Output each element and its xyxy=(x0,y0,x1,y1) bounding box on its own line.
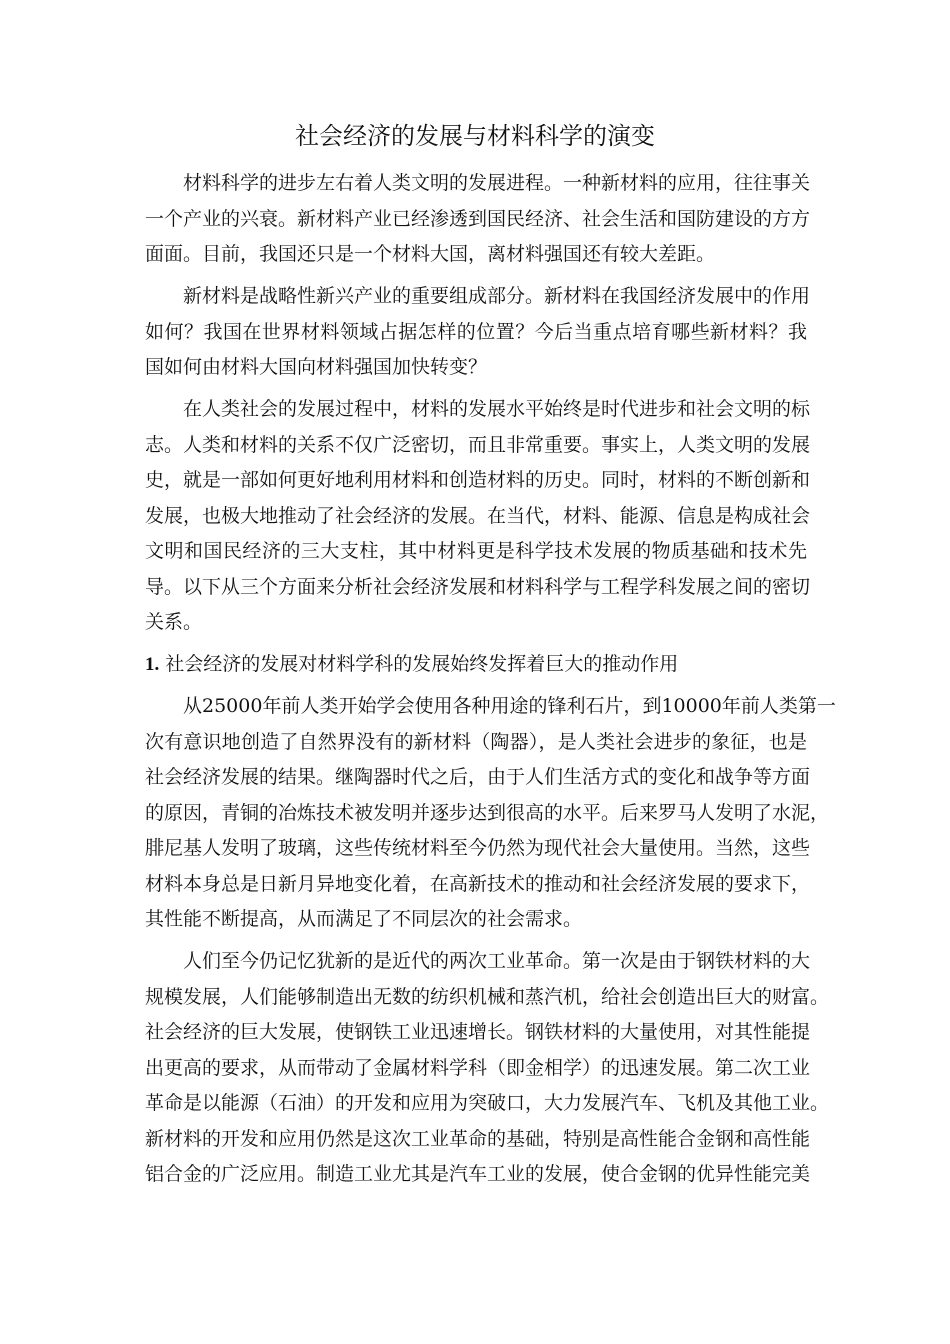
paragraph xyxy=(145,689,836,938)
paragraph xyxy=(145,166,811,273)
section-heading-text: 社会经济的发展对材料学科的发展始终发挥着巨大的推动作用 xyxy=(165,653,679,675)
text-line: 国如何由材料大国向材料强国加快转变？ xyxy=(145,356,488,378)
text-line: 的原因，青铜的冶炼技术被发明并逐步达到很高的水平。后来罗马人发明了水泥， xyxy=(145,801,830,824)
paragraph xyxy=(145,392,811,641)
text-line: 志。人类和材料的关系不仅广泛密切，而且非常重要。事实上，人类文明的发展 xyxy=(145,433,811,456)
text-line: 出更高的要求，从而带动了金属材料学科（即金相学）的迅速发展。第二次工业 xyxy=(145,1056,811,1079)
section-number: 1. xyxy=(145,654,160,675)
text-line: 新材料是战略性新兴产业的重要组成部分。新材料在我国经济发展中的作用 xyxy=(183,285,811,307)
text-line: 文明和国民经济的三大支柱，其中材料更是科学技术发展的物质基础和技术先 xyxy=(145,540,807,562)
text-line: 一个产业的兴衰。新材料产业已经渗透到国民经济、社会生活和国防建设的方方 xyxy=(145,207,811,230)
paragraph xyxy=(145,944,830,1193)
text-line: 新材料的开发和应用仍然是这次工业革命的基础，特别是高性能合金钢和高性能 xyxy=(145,1127,811,1150)
text-line: 次有意识地创造了自然界没有的新材料（陶器），是人类社会进步的象征，也是 xyxy=(145,730,807,753)
text-line: 铝合金的广泛应用。制造工业尤其是汽车工业的发展，使合金钢的优异性能完美 xyxy=(145,1163,811,1185)
text-line: 从25000年前人类开始学会使用各种用途的锋利石片，到10000年前人类第一 xyxy=(183,695,836,717)
text-line: 腓尼基人发明了玻璃，这些传统材料至今仍然为现代社会大量使用。当然，这些 xyxy=(145,837,811,859)
text-line: 史，就是一部如何更好地利用材料和创造材料的历史。同时，材料的不断创新和 xyxy=(145,469,811,491)
text-line: 关系。 xyxy=(145,611,203,633)
text-line: 社会经济的巨大发展，使钢铁工业迅速增长。钢铁材料的大量使用，对其性能提 xyxy=(145,1021,811,1043)
text-line: 规模发展，人们能够制造出无数的纺织机械和蒸汽机，给社会创造出巨大的财富。 xyxy=(145,985,830,1008)
text-line: 面面。目前，我国还只是一个材料大国，离材料强国还有较大差距。 xyxy=(145,243,716,265)
section-paragraphs xyxy=(145,689,836,1193)
paragraph xyxy=(145,279,811,386)
section-heading xyxy=(145,647,807,683)
text-line: 在人类社会的发展过程中，材料的发展水平始终是时代进步和社会文明的标 xyxy=(183,398,811,420)
text-line: 其性能不断提高，从而满足了不同层次的社会需求。 xyxy=(145,908,583,930)
text-line: 如何？我国在世界材料领域占据怎样的位置？今后当重点培育哪些新材料？我 xyxy=(145,320,807,343)
document-title: 社会经济的发展与材料科学的演变 xyxy=(295,122,655,150)
text-line: 材料科学的进步左右着人类文明的发展进程。一种新材料的应用，往往事关 xyxy=(183,172,811,194)
intro-paragraphs xyxy=(145,166,811,641)
text-line: 发展，也极大地推动了社会经济的发展。在当代，材料、能源、信息是构成社会 xyxy=(145,504,811,527)
text-line: 革命是以能源（石油）的开发和应用为突破口，大力发展汽车、飞机及其他工业。 xyxy=(145,1092,830,1114)
text-line: 导。以下从三个方面来分析社会经济发展和材料科学与工程学科发展之间的密切 xyxy=(145,575,811,598)
text-line: 社会经济发展的结果。继陶器时代之后，由于人们生活方式的变化和战争等方面 xyxy=(145,766,811,788)
text-line: 材料本身总是日新月异地变化着，在高新技术的推动和社会经济发展的要求下， xyxy=(145,872,811,895)
text-line: 人们至今仍记忆犹新的是近代的两次工业革命。第一次是由于钢铁材料的大 xyxy=(183,950,811,972)
document-body xyxy=(145,166,836,1199)
